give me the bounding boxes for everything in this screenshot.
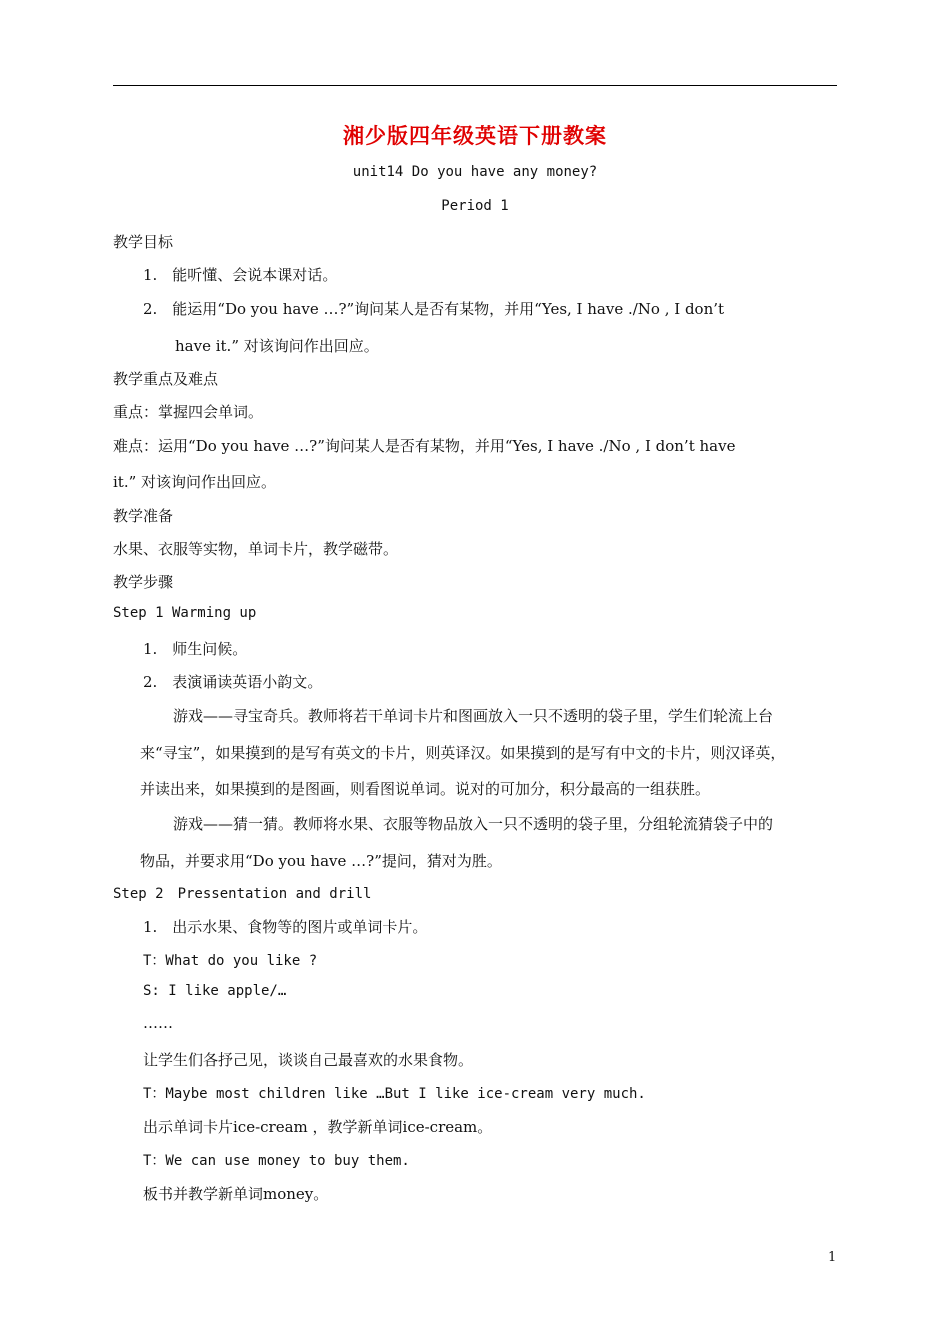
- discussion-line: 让学生们各抒己见，谈谈自己最喜欢的水果食物。: [143, 1051, 474, 1069]
- step-1-heading: Step 1 Warming up: [113, 605, 257, 621]
- game-2-line-1: 游戏——猜一猜。教师将水果、衣服等物品放入一只不透明的袋子里，分组轮流猜袋子中的: [173, 815, 774, 833]
- prep-line: 水果、衣服等实物，单词卡片，教学磁带。: [113, 540, 399, 558]
- dialogue-teacher-1: T：What do you like ?: [143, 953, 318, 969]
- game-2-line-2: 物品，并要求用“Do you have …?”提问，猜对为胜。: [140, 852, 502, 870]
- step-1-item-1: 1. 师生问候。: [143, 640, 248, 658]
- section-heading-keypoints: 教学重点及难点: [113, 370, 219, 388]
- dialogue-teacher-3: T：We can use money to buy them.: [143, 1153, 410, 1169]
- objective-item-2-cont: have it.” 对该询问作出回应。: [175, 337, 379, 355]
- header-rule: [113, 85, 837, 86]
- difficulty-line: 难点：运用“Do you have …?”询问某人是否有某物，并用“Yes, I have ./No , I don’t have: [113, 437, 736, 455]
- unit-subtitle: unit14 Do you have any money?: [352, 164, 598, 180]
- dialogue-student-1: S: I like apple/…: [143, 983, 287, 999]
- step-1-item-2: 2. 表演诵读英语小韵文。: [143, 673, 323, 691]
- ellipsis-line: ……: [143, 1014, 173, 1032]
- dialogue-teacher-2: T：Maybe most children like …But I like ice-cream very much.: [143, 1086, 646, 1102]
- keypoint-line: 重点：掌握四会单词。: [113, 403, 264, 421]
- section-heading-prep: 教学准备: [113, 507, 174, 525]
- difficulty-line-cont: it.” 对该询问作出回应。: [113, 473, 277, 491]
- icecream-card-line: 出示单词卡片ice-cream ，教学新单词ice-cream。: [143, 1118, 493, 1136]
- step-2-item-1: 1. 出示水果、食物等的图片或单词卡片。: [143, 918, 428, 936]
- page-number: 1: [828, 1250, 837, 1265]
- game-1-line-1: 游戏——寻宝奇兵。教师将若干单词卡片和图画放入一只不透明的袋子里，学生们轮流上台: [173, 707, 774, 725]
- objective-item-2: 2. 能运用“Do you have …?”询问某人是否有某物，并用“Yes, I have ./No , I don’t: [143, 300, 725, 318]
- step-2-heading: Step 2 Pressentation and drill: [113, 886, 372, 902]
- money-line: 板书并教学新单词money。: [143, 1185, 329, 1203]
- game-1-line-2: 来“寻宝”，如果摸到的是写有英文的卡片，则英译汉。如果摸到的是写有中文的卡片，则汉译英，: [140, 744, 786, 762]
- game-1-line-3: 并读出来，如果摸到的是图画，则看图说单词。说对的可加分，积分最高的一组获胜。: [140, 780, 711, 798]
- section-heading-objectives: 教学目标: [113, 233, 174, 251]
- period-label: Period 1: [441, 198, 509, 214]
- objective-item-1: 1. 能听懂、会说本课对话。: [143, 266, 338, 284]
- section-heading-steps: 教学步骤: [113, 573, 174, 591]
- document-title: 湘少版四年级英语下册教案: [343, 123, 607, 148]
